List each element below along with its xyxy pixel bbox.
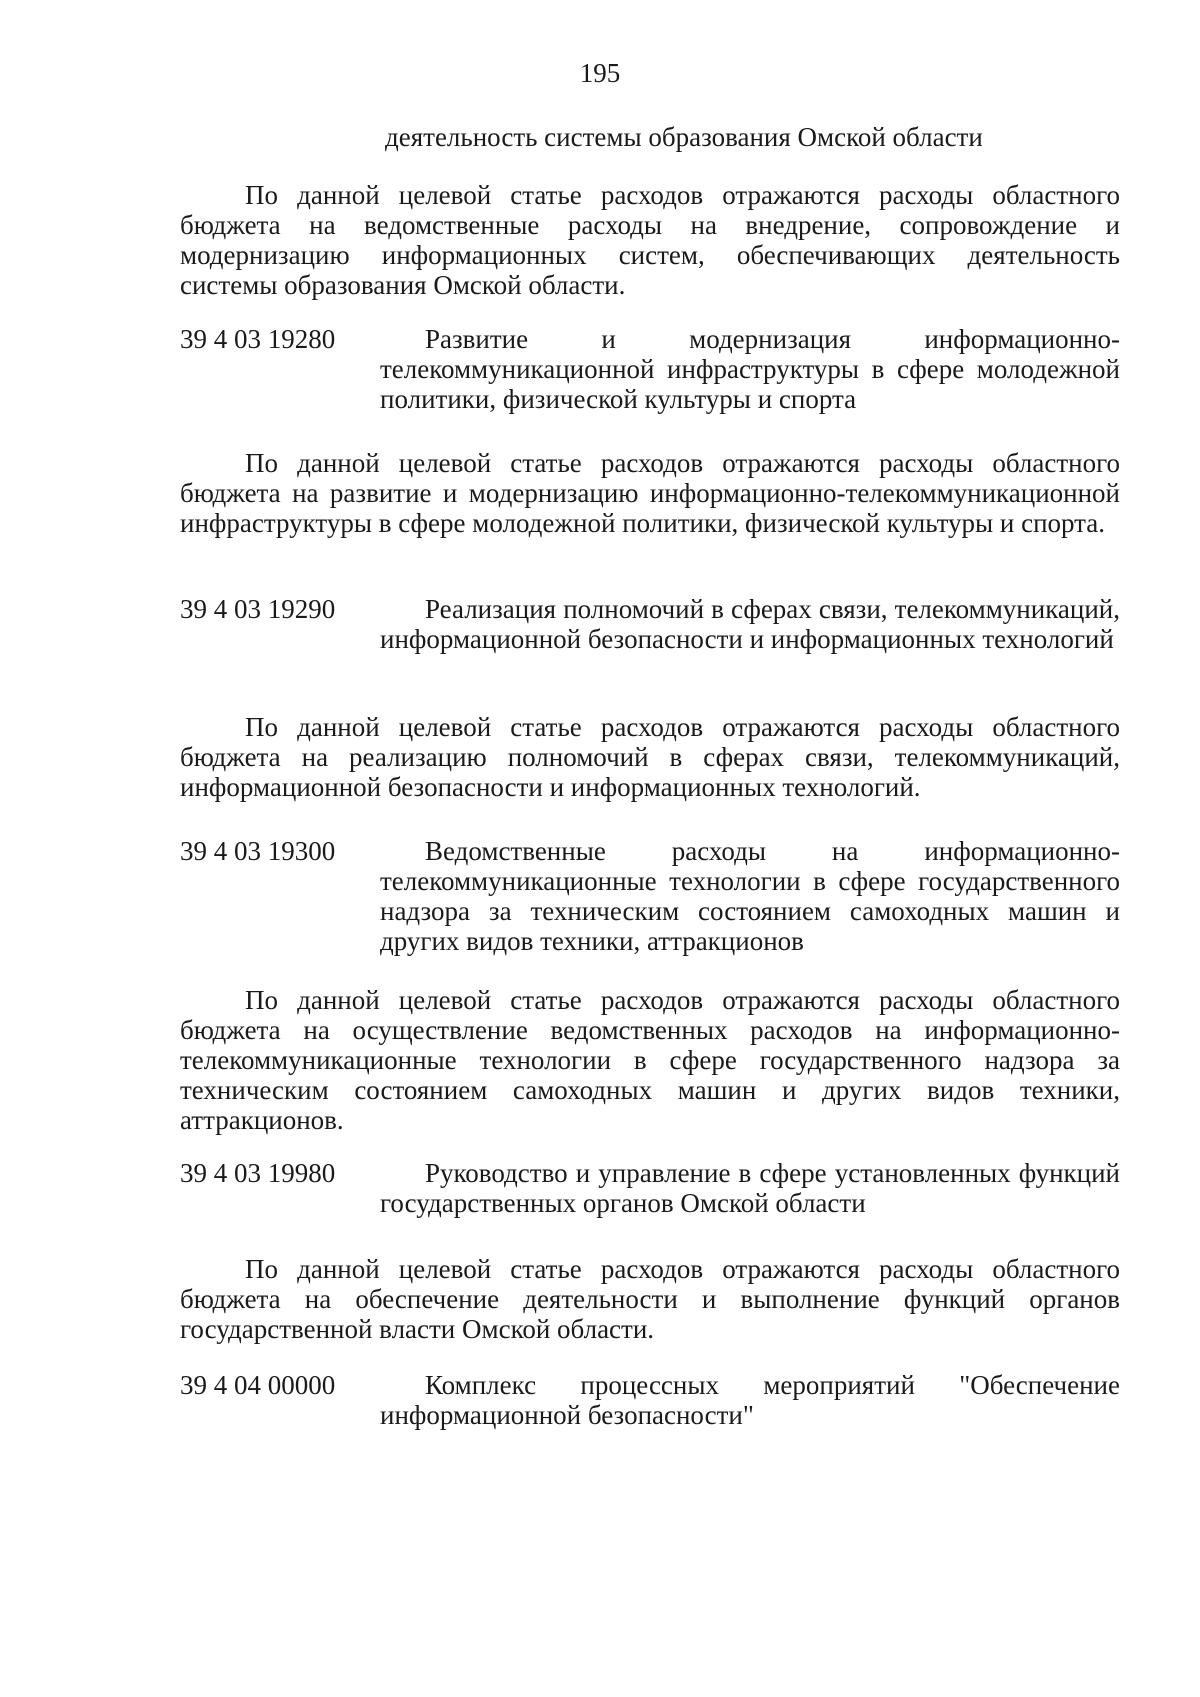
entry-code: 39 4 03 19280 <box>180 324 336 354</box>
paragraph: По данной целевой статье расходов отражаются расходы областного бюджета на обеспечение деятельности и выполнение функций органов государственной власти Омской области. <box>180 1254 1120 1344</box>
entry-title: Развитие и модернизация информационно-телекоммуникационной инфраструктуры в сфере молодежной политики, физической культуры и спорта <box>380 324 1120 414</box>
entry-code: 39 4 04 00000 <box>180 1370 336 1400</box>
entry-code: 39 4 03 19290 <box>180 594 336 624</box>
paragraph: По данной целевой статье расходов отражаются расходы областного бюджета на реализацию полномочий в сферах связи, телекоммуникаций, информационной безопасности и информационных технологий. <box>180 712 1120 802</box>
paragraph: По данной целевой статье расходов отражаются расходы областного бюджета на ведомственные расходы на внедрение, сопровождение и модернизацию информационных систем, обеспечивающих деятельность системы образования Омской области. <box>180 180 1120 300</box>
entry-code: 39 4 03 19980 <box>180 1158 336 1188</box>
entry-title: Реализация полномочий в сферах связи, телекоммуникаций, информационной безопасности и информационных технологий <box>380 594 1120 654</box>
entry-title: Руководство и управление в сфере установленных функций государственных органов Омской области <box>380 1158 1120 1218</box>
paragraph: По данной целевой статье расходов отражаются расходы областного бюджета на развитие и модернизацию информационно-телекоммуникационной инфраструктуры в сфере молодежной политики, физической культуры и спорта. <box>180 448 1120 538</box>
paragraph: По данной целевой статье расходов отражаются расходы областного бюджета на осуществление ведомственных расходов на информационно-телекоммуникационные технологии в сфере государственного надзора за техническим состоянием самоходных машин и других видов техники, аттракционов. <box>180 985 1120 1135</box>
heading-continuation: деятельность системы образования Омской области <box>385 122 983 152</box>
page-number: 195 <box>579 58 621 88</box>
entry-title: Комплекс процессных мероприятий "Обеспечение информационной безопасности" <box>380 1370 1120 1430</box>
entry-title: Ведомственные расходы на информационно-телекоммуникационные технологии в сфере государственного надзора за техническим состоянием самоходных машин и других видов техники, аттракционов <box>380 836 1120 956</box>
entry-code: 39 4 03 19300 <box>180 836 336 866</box>
